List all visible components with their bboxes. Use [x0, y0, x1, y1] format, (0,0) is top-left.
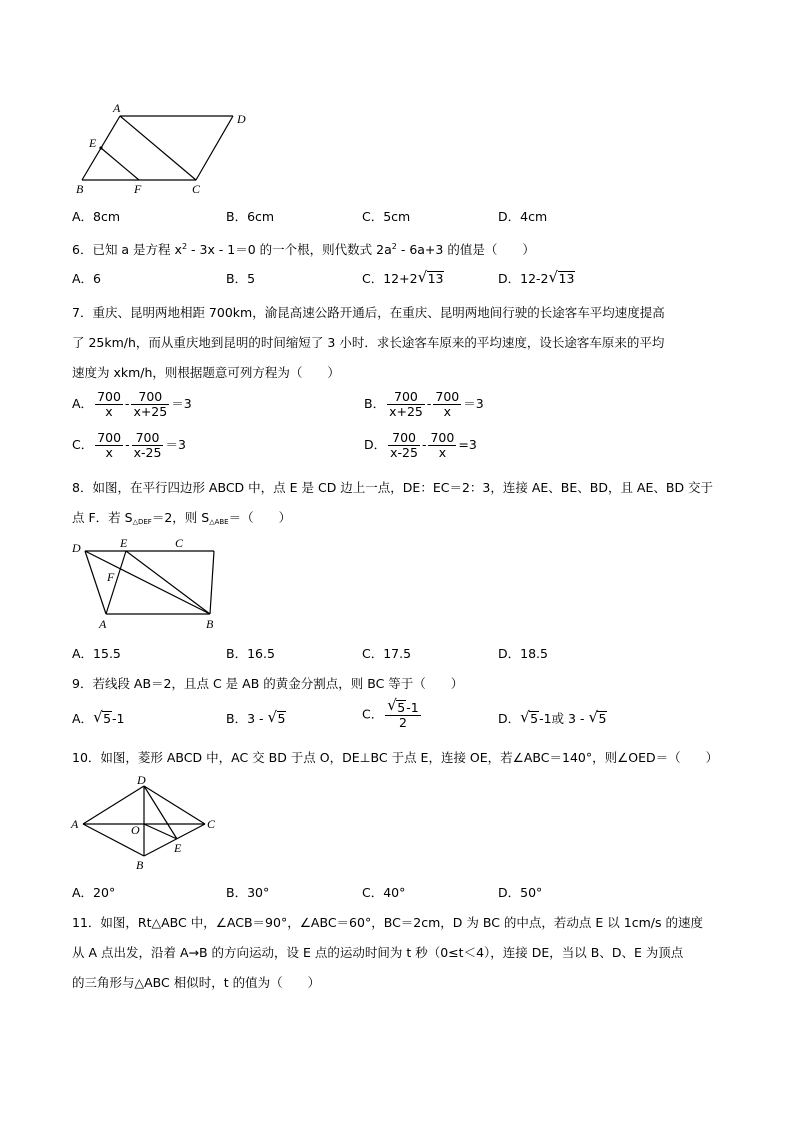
- q6-stem: 6．已知 a 是方程 $x^2 - 3x - 1=0$ 的一个根，则代数式 $2a^2 - 6a+3$ 的值是（ ）: [72, 242, 535, 257]
- q9-option-a: A． √ 5-1: [72, 708, 125, 726]
- label-f: F: [134, 182, 142, 196]
- q10-option-d: D．50°: [498, 885, 543, 900]
- point-e: [99, 146, 102, 149]
- fraction: $\frac{700}{x}$: [97, 430, 122, 460]
- q6-option-c: C．12+2 √ 13: [362, 268, 444, 286]
- label-b: B: [136, 858, 144, 872]
- q6-option-d: D．12-2 √ 13: [498, 268, 575, 286]
- q11-stem-line-1: 11．如图，Rt△ABC 中，∠ACB＝90°，∠ABC＝60°，BC＝2cm，D 为 BC 的中点，若动点 E 以 1cm/s 的速度: [72, 915, 703, 930]
- q7-stem-line-1: 7．重庆、昆明两地相距 700km，渝昆高速公路开通后，在重庆、昆明两地间行驶的长途客车平均速度提高: [72, 305, 665, 320]
- rhombus-figure-q10: [66, 772, 226, 872]
- label-c: C: [192, 182, 201, 196]
- label-e: E: [120, 536, 128, 550]
- segment-dc: [196, 116, 233, 180]
- label-a: A: [99, 617, 107, 631]
- label-c: C: [207, 817, 216, 831]
- q5-option-c: C．5cm: [362, 209, 411, 224]
- q6-option-b: B．5: [226, 271, 256, 286]
- q10-option-b: B．30°: [226, 885, 270, 900]
- parallelogram-figure-q5: [70, 98, 260, 198]
- sqrt-13: √ 13: [548, 268, 575, 286]
- q8-stem-line-2: 点 F．若 $S_{\triangle DEF}=2$，则 $S_{\triangle ABE}=$（ ）: [72, 510, 292, 526]
- q5-option-a: A．8cm: [72, 209, 121, 224]
- fraction: $\frac{700}{x-25}$: [390, 430, 418, 460]
- fraction: $\frac{700}{x+25}$: [389, 389, 423, 419]
- parallelogram-figure-q8: [66, 536, 226, 636]
- q9-stem: 9．若线段 AB＝2，且点 C 是 AB 的黄金分割点，则 BC 等于（ ）: [72, 676, 464, 691]
- q9-option-c: C． √ 5-1 2: [362, 696, 419, 730]
- label-d: D: [72, 541, 81, 555]
- q8-option-c: C．17.5: [362, 646, 412, 661]
- q5-option-d: D．4cm: [498, 209, 548, 224]
- q8-option-b: B．16.5: [226, 646, 275, 661]
- label-a: A: [71, 817, 79, 831]
- label-f: F: [107, 570, 115, 584]
- q11-stem-line-3: 的三角形与△ABC 相似时，t 的值为（ ）: [72, 975, 321, 990]
- q10-option-a: A．20°: [72, 885, 116, 900]
- segment-dc: [144, 786, 205, 824]
- sqrt-5: √ 5: [267, 708, 286, 726]
- label-o: O: [131, 823, 140, 837]
- segment-eb: [126, 551, 210, 614]
- q8-option-a: A．15.5: [72, 646, 121, 661]
- fraction: $\frac{700}{x}$: [430, 430, 455, 460]
- q11-stem-line-2: 从 A 点出发，沿着 A→B 的方向运动，设 E 点的运动时间为 t 秒（0≤t＜4），连接 DE，当以 B、D、E 为顶点: [72, 945, 684, 960]
- q7-stem-line-3: 速度为 xkm/h，则根据题意可列方程为（ ）: [72, 365, 340, 380]
- fraction: $\frac{700}{x}$: [97, 389, 121, 419]
- label-b: B: [206, 617, 214, 631]
- segment-cb: [210, 551, 214, 614]
- fraction: $\frac{700}{x}$: [435, 389, 460, 419]
- sqrt-13: √ 13: [417, 268, 444, 286]
- q10-option-c: C．40°: [362, 885, 406, 900]
- segment-ac: [120, 116, 196, 180]
- q7-stem-line-2: 了 25km/h，而从重庆地到昆明的时间缩短了 3 小时．求长途客车原来的平均速度，设长途客车原来的平均: [72, 335, 665, 350]
- q8-stem-line-1: 8．如图，在平行四边形 ABCD 中，点 E 是 CD 边上一点，DE：EC＝2：3，连接 AE、BE、BD，且 AE、BD 交于: [72, 480, 714, 495]
- q9-option-d: D． √ 5-1或 3 - √ 5: [498, 708, 607, 726]
- label-d: D: [137, 773, 146, 787]
- label-e: E: [89, 136, 97, 150]
- sqrt-5: √ 5: [588, 708, 607, 726]
- label-d: D: [237, 112, 246, 126]
- sqrt-5: √ 5: [93, 708, 112, 726]
- q7-option-d: D． $\frac{700}{x-25}$ - $\frac{700}{x}$ =3: [364, 430, 477, 460]
- fraction: $\frac{700}{x+25}$: [133, 389, 168, 419]
- q7-option-b: B． $\frac{700}{x+25}$ - $\frac{700}{x}$ ＝3: [364, 389, 484, 419]
- sqrt-5: √ 5: [520, 708, 539, 726]
- sqrt-5: √ 5: [387, 696, 406, 715]
- q7-option-a: A． $\frac{700}{x}$ - $\frac{700}{x+25}$ ＝3: [72, 389, 192, 419]
- segment-ad: [83, 786, 144, 824]
- segment-db: [85, 551, 210, 614]
- q7-option-c: C． $\frac{700}{x}$ - $\frac{700}{x-25}$ ＝3: [72, 430, 186, 460]
- label-e: E: [174, 841, 182, 855]
- q8-option-d: D．18.5: [498, 646, 548, 661]
- label-c: C: [175, 536, 184, 550]
- q6-option-a: A．6: [72, 271, 102, 286]
- q5-option-b: B．6cm: [226, 209, 275, 224]
- q10-stem: 10．如图，菱形 ABCD 中，AC 交 BD 于点 O，DE⊥BC 于点 E，连接 OE，若∠ABC＝140°，则∠OED＝（ ）: [72, 750, 719, 765]
- fraction: √ 5-1 2: [387, 696, 419, 730]
- label-a: A: [113, 101, 121, 115]
- q9-option-b: B．3 - √ 5: [226, 708, 286, 726]
- fraction: $\frac{700}{x-25}$: [133, 430, 162, 460]
- segment-ef: [101, 148, 139, 180]
- label-b: B: [76, 182, 84, 196]
